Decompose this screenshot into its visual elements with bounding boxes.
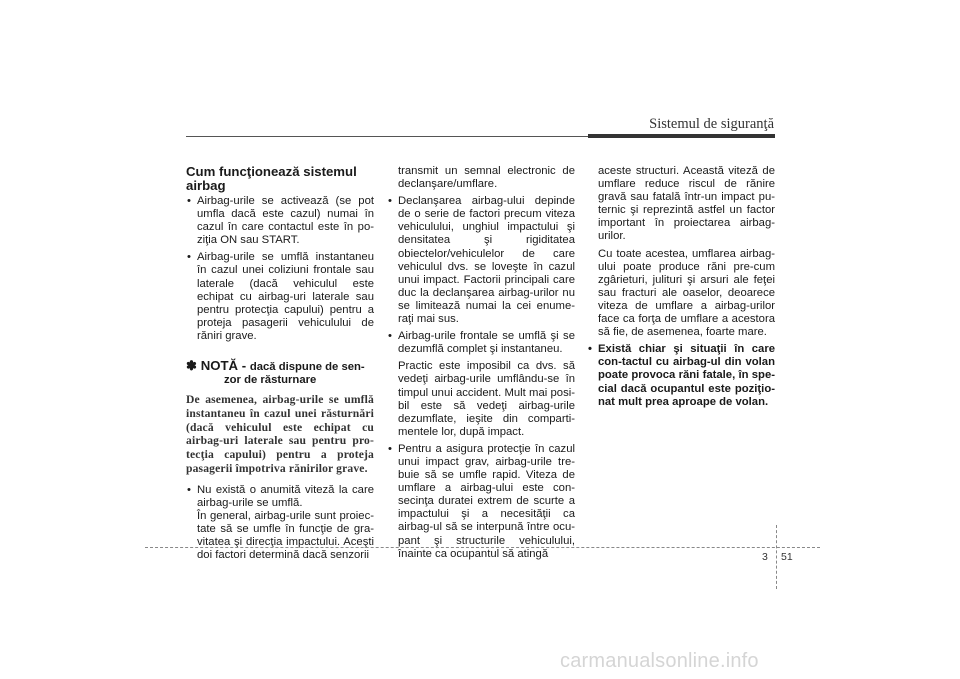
section-heading: Cum funcţionează sistemul airbag bbox=[186, 164, 357, 193]
watermark: carmanualsonline.info bbox=[560, 650, 759, 672]
bullet-frontal-airbags: • Airbag-urile frontale se umflă şi se dezumflă complet şi instantaneu. bbox=[387, 330, 575, 356]
note-symbol: ✽ NOTĂ - bbox=[186, 358, 247, 374]
paragraph-continued-2: aceste structuri. Această viteză de umflare reduce riscul de rănire gravă sau fatală într-un impact pu-ternic şi reprezintă astfel un factor important în proiectarea airbag-urilor. bbox=[598, 165, 775, 243]
footer-rule bbox=[145, 547, 820, 548]
header-rule bbox=[186, 136, 588, 137]
bullet-activation: • Airbag-urile se activează (se pot umfla dacă este cazul) numai în cazul în care contactul este în po-ziţia ON sau START. bbox=[186, 195, 374, 247]
bullet-speed: • Nu există o anumită viteză la care airbag-urile se umflă. bbox=[186, 484, 374, 510]
column-2 bbox=[387, 165, 575, 561]
note-text: De asemenea, airbag-urile se umflă instantaneu în cazul unei răsturnări (dacă vehiculul este echipat cu airbag-uri laterale sau pentru pro-tecţia capului) pentru a proteja pasagerii împotriva rănirilor grave. bbox=[186, 393, 374, 476]
bullet-warning: • Există chiar şi situaţii în care con-tactul cu airbag-ul din volan poate provoca răni fatale, în spe-cial dacă ocupantul este poziţio-nat mult prea aproape de volan. bbox=[587, 343, 775, 408]
page-number: 51 bbox=[781, 551, 793, 563]
footer-divider bbox=[776, 525, 777, 589]
paragraph-continued: transmit un semnal electronic de declanşare/umflare. bbox=[398, 165, 575, 191]
bullet-frontal-continued: Practic este imposibil ca dvs. să vedeţi airbag-urile umflându-se în timpul unui accident. Mult mai posi-bil este să vedeţi airbag-urile dezumflate, ieşite din comparti-mentele lor, după impact. bbox=[398, 360, 575, 438]
bullet-deployment-factors: • Declanşarea airbag-ului depinde de o serie de factori precum viteza vehiculului, unghiul impactului şi densitatea şi rigiditatea obiectelor/vehiculelor de care vehiculul dvs. se loveşte în cazul unui impact. Factorii principali care duc la declanşarea airbag-urilor nu se limitează numai la cei enume-raţi mai sus. bbox=[387, 195, 575, 326]
bullet-inflation: • Airbag-urile se umflă instantaneu în cazul unei coliziuni frontale sau laterale (dacă vehiculul este echipat cu airbag-uri laterale sau pentru protecţia capului) pentru a proteja pasagerii vehiculului de răniri grave. bbox=[186, 251, 374, 343]
bullet-protection: • Pentru a asigura protecţie în cazul unui impact grav, airbag-urile tre-buie să se umfle rapid. Viteza de umflare a airbag-ului este con-secinţa duratei extrem de scurte a impactului şi a necesităţii ca airbag-ul să se interpună între ocu-pant şi structurile vehiculului, înainte ca ocupantul să atingă bbox=[387, 443, 575, 561]
column-1 bbox=[186, 165, 374, 562]
note-subtitle-2: zor de răsturnare bbox=[224, 374, 317, 387]
paragraph-injuries: Cu toate acestea, umflarea airbag-ului poate produce răni pre-cum zgârieturi, julituri şi arsuri ale feţei sau fracturi ale oaselor, deoarece viteza de umflare a airbag-urilor face ca forţa de umflare a acestora să fie, de asemenea, foarte mare. bbox=[598, 247, 775, 339]
note-subtitle-1: dacă dispune de sen- bbox=[249, 361, 365, 374]
column-3 bbox=[587, 165, 775, 409]
section-title: Sistemul de siguranţă bbox=[649, 116, 774, 132]
note-heading bbox=[186, 359, 374, 387]
header-rule-accent bbox=[588, 134, 775, 138]
chapter-number: 3 bbox=[762, 551, 768, 563]
bullet-speed-continued: În general, airbag-urile sunt proiec-tate să se umfle în funcţie de gra-vitatea şi direcţia impactului. Aceşti doi factori determină dacă senzorii bbox=[197, 510, 374, 562]
